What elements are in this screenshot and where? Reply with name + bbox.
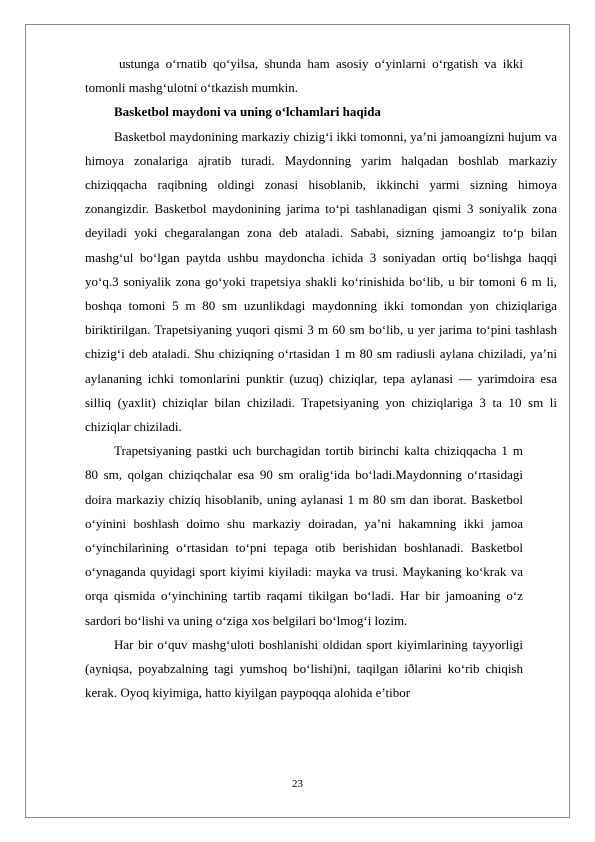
section-heading: Basketbol maydoni va uning o‘lchamlari haqida (114, 104, 381, 120)
court-paragraph: Basketbol maydonining markaziy chizig‘i ikki tomonni, ya’ni jamoangizni hujum va himoya zonalariga ajratib turadi. Maydonning yarim halqadan boshlab markaziy chiziqqacha raqibning oldingi zonasi hisoblanib, ikkinchi yarmi sizning himoya zonangizdir. Basketbol maydonining jarima to‘pi tashlanadigan qismi 3 soniyalik zona deyiladi yoki chegaralangan zona deb ataladi. Sababi, sizning jamoangiz to‘p bilan mashg‘ul bo‘lgan paytda ushbu maydoncha ichida 3 soniyadan ortiq bo‘lishga haqqi yo‘q.3 soniyalik zona go‘yoki trapetsiya shakli ko‘rinishida bo‘lib, u bir tomoni 6 m li, boshqa tomoni 5 m 80 sm uzunlikdagi maydonning ikki tomondan yon chiziqlariga biriktirilgan. Trapetsiyaning yuqori qismi 3 m 60 sm bo‘lib, u yer jarima to‘pini tashlash chizig‘i deb ataladi. Shu chiziqning o‘rtasidan 1 m 80 sm radiusli aylana chiziladi, ya’ni aylananing ichki tomonlarini punktir (uzuq) chiziqlar, tepa aylanasi — yarimdoira esa silliq (yaxlit) chiziqlar bilan chiziladi. Trapetsiyaning yon chiziqlariga 3 ta 10 sm li chiziqlar chiziladi. (85, 128, 557, 435)
document-body (85, 52, 557, 705)
intro-paragraph: ustunga o‘rnatib qo‘yilsa, shunda ham asosiy o‘yinlarni o‘rgatish va ikki tomonli mashg‘ulotni o‘tkazish mumkin. (85, 56, 523, 96)
training-paragraph: Har bir o‘quv mashg‘uloti boshlanishi oldidan sport kiyimlarining tayyorligi (ayniqsa, poyabzalning tagi yumshoq bo‘lishi)ni, taqilgan iðlarini ko‘rib chiqish kerak. Oyoq kiyimiga, hatto kiyilgan paypoqqa alohida e’tibor (85, 636, 523, 701)
page-number: 23 (292, 778, 303, 790)
trapezoid-paragraph: Trapetsiyaning pastki uch burchagidan tortib birinchi kalta chiziqqacha 1 m 80 sm, qolgan chiziqchalar esa 90 sm oralig‘ida bo‘ladi.Maydonning o‘rtasidagi doira markaziy chiziq hisoblanib, uning aylanasi 1 m 80 sm dan iborat. Basketbol o‘yinini boshlash doimo shu markaziy doiradan, ya’ni hakamning ikki jamoa o‘yinchilarining o‘rtasidan to‘pni tepaga otib berishidan boshlanadi. Basketbol o‘ynaganda quyidagi sport kiyimi kiyiladi: mayka va trusi. Maykaning ko‘krak va orqa qismida o‘yinchining tartib raqami tikilgan bo‘ladi. Har bir jamoaning o‘z sardori bo‘lishi va uning o‘ziga xos belgilari bo‘lmog‘i lozim. (85, 443, 523, 628)
